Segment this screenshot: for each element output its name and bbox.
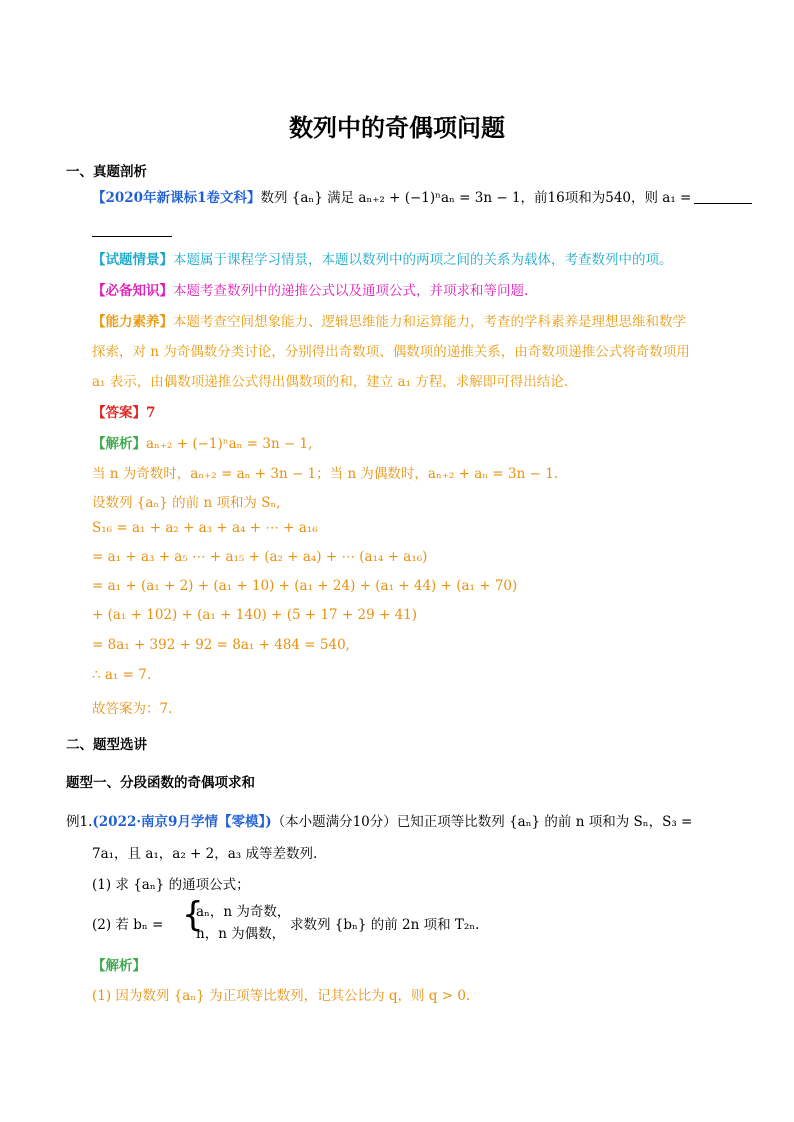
answer-label: 【答案】 — [92, 405, 146, 421]
ability-line-1: 本题考查空间想象能力、逻辑思维能力和运算能力，考查的学科素养是理想思维和数学 — [173, 314, 686, 330]
example-1-prefix: 例1. — [66, 814, 93, 830]
ability-label: 【能力素养】 — [92, 314, 173, 330]
ability-line-3: a₁ 表示，由偶数项递推公式得出偶数项的和，建立 a₁ 方程，求解即可得出结论. — [92, 374, 569, 390]
knowledge-label: 【必备知识】 — [92, 283, 173, 299]
solution-line-1: 当 n 为奇数时，aₙ₊₂ = aₙ + 3n − 1；当 n 为偶数时，aₙ₊₂ + aₙ = 3n − 1. — [92, 466, 559, 482]
solution-first-line: aₙ₊₂ + (−1)ⁿaₙ = 3n − 1, — [146, 436, 313, 452]
question-1-stem: 数列 {aₙ} 满足 aₙ₊₂ + (−1)ⁿaₙ = 3n − 1，前16项和为540，则 a₁ = — [260, 190, 692, 206]
ability-line-2: 探索，对 n 为奇偶数分类讨论，分别得出奇数项、偶数项的递推关系，由奇数项递推公式将奇数项用 — [92, 344, 690, 360]
piecewise-case-1: aₙ，n 为奇数， — [196, 904, 291, 920]
solution-line-3: S₁₆ = a₁ + a₂ + a₃ + a₄ + ⋯ + a₁₆ — [92, 520, 318, 536]
situation-block — [92, 248, 673, 268]
answer-block — [92, 401, 155, 421]
solution-block — [92, 432, 312, 452]
solution-label: 【解析】 — [92, 436, 146, 452]
page-title: 数列中的奇偶项问题 — [289, 114, 505, 142]
knowledge-block — [92, 279, 528, 299]
solution-line-4: = a₁ + a₃ + a₅ ⋯ + a₁₅ + (a₂ + a₄) + ⋯ (a₁₄ + a₁₆) — [92, 549, 428, 565]
ability-block — [92, 310, 686, 330]
solution-line-2: 设数列 {aₙ} 的前 n 项和为 Sₙ, — [92, 495, 281, 511]
section-heading-2: 二、题型选讲 — [66, 737, 147, 753]
piecewise-brace: { — [182, 895, 204, 935]
situation-text: 本题属于课程学习情景，本题以数列中的两项之间的关系为载体，考查数列中的项。 — [173, 252, 673, 268]
example-1-part-2-prefix: (2) 若 bₙ = — [92, 917, 164, 933]
example-1-solution-label-line — [92, 954, 146, 974]
solution-line-7: = 8a₁ + 392 + 92 = 8a₁ + 484 = 540, — [92, 637, 350, 653]
example-1-stem-1: （本小题满分10分）已知正项等比数列 {aₙ} 的前 n 项和为 Sₙ，S₃ = — [271, 814, 693, 830]
section-heading-1: 一、真题剖析 — [66, 164, 147, 180]
answer-blank — [694, 202, 752, 204]
answer-blank-continued — [92, 236, 172, 237]
solution-line-5: = a₁ + (a₁ + 2) + (a₁ + 10) + (a₁ + 24) + (a₁ + 44) + (a₁ + 70) — [92, 578, 518, 594]
type-heading-1: 题型一、分段函数的奇偶项求和 — [66, 775, 255, 791]
example-1-stem-2: 7a₁，且 a₁，a₂ + 2，a₃ 成等差数列. — [92, 846, 318, 862]
situation-label: 【试题情景】 — [92, 252, 173, 268]
question-1-source: 【2020年新课标1卷文科】 — [92, 190, 261, 206]
answer-value: 7 — [146, 405, 156, 421]
example-1 — [66, 810, 692, 830]
piecewise-case-2: n，n 为偶数， — [196, 926, 286, 942]
question-1 — [92, 186, 752, 206]
example-1-part-2-suffix: 求数列 {bₙ} 的前 2n 项和 T₂ₙ. — [290, 917, 480, 933]
solution-line-6: + (a₁ + 102) + (a₁ + 140) + (5 + 17 + 29 + 41) — [92, 607, 418, 623]
knowledge-text: 本题考查数列中的递推公式以及通项公式，并项求和等问题. — [173, 283, 529, 299]
example-1-part-1: (1) 求 {aₙ} 的通项公式； — [92, 877, 250, 893]
solution-line-9: 故答案为：7. — [92, 701, 173, 717]
solution-line-8: ∴ a₁ = 7. — [92, 667, 152, 683]
example-1-source: (2022·南京9月学情【零模】) — [92, 814, 272, 830]
example-1-solution-label: 【解析】 — [92, 958, 146, 974]
example-1-solution-line: (1) 因为数列 {aₙ} 为正项等比数列，记其公比为 q，则 q > 0. — [92, 988, 471, 1004]
